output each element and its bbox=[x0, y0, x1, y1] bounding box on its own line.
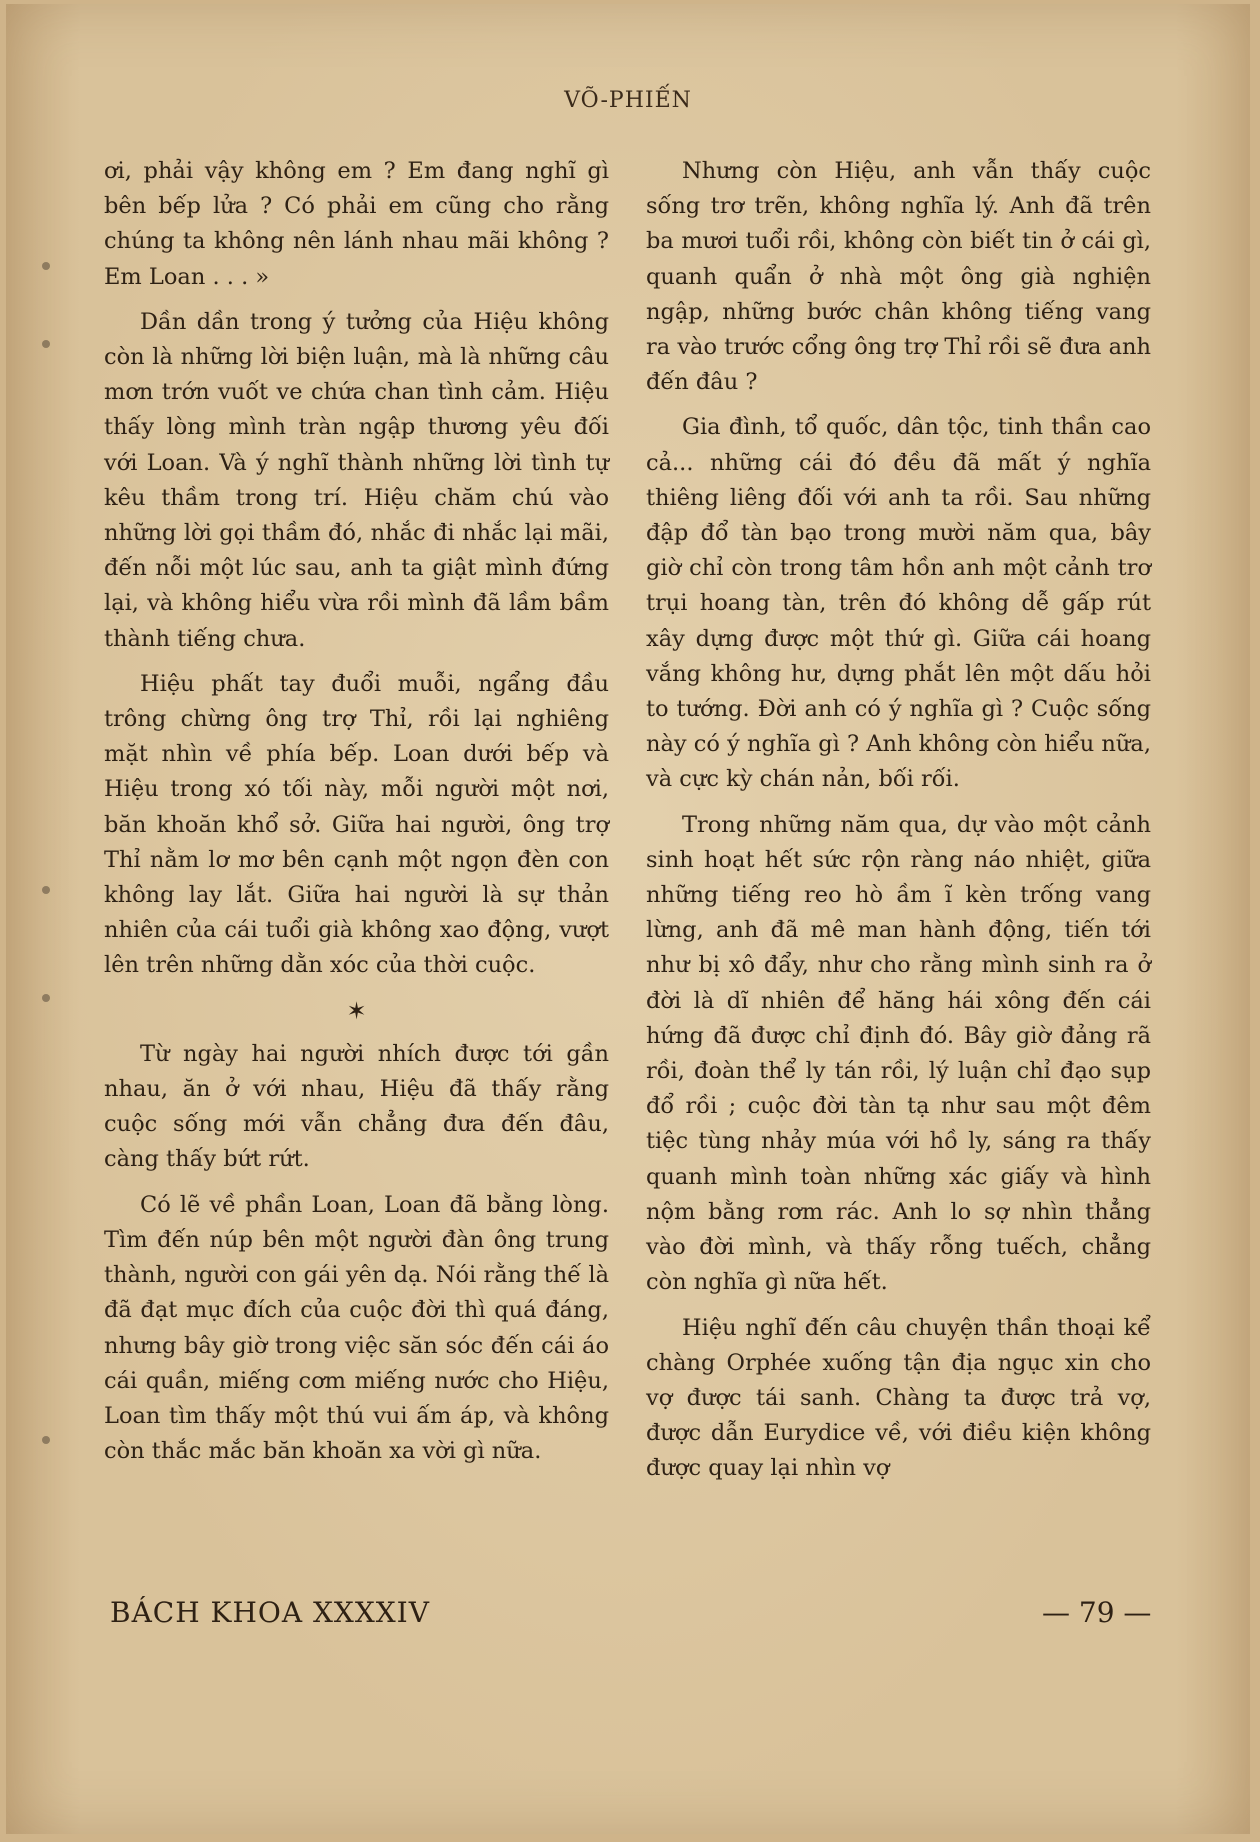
paragraph: Hiệu phất tay đuổi muỗi, ngẩng đầu trông chừng ông trợ Thỉ, rồi lại nghiêng mặt nhìn về phía bếp. Loan dưới bếp và Hiệu trong xó tối này, mỗi người một nơi, băn khoăn khổ sở. Giữa hai người, ông trợ Thỉ nằm lơ mơ bên cạnh một ngọn đèn con không lay lắt. Giữa hai người là sự thản nhiên của cái tuổi già không xao động, vượt lên trên những dằn xóc của thời cuộc. bbox=[104, 670, 609, 979]
paragraph: Dần dần trong ý tưởng của Hiệu không còn là những lời biện luận, mà là những câu mơn trớn vuốt ve chứa chan tình cảm. Hiệu thấy lòng mình tràn ngập thương yêu đối với Loan. Và ý nghĩ thành những lời tình tự kêu thầm trong trí. Hiệu chăm chú vào những lời gọi thầm đó, nhắc đi nhắc lại mãi, đến nỗi một lúc sau, anh ta giật mình đứng lại, và không hiểu vừa rồi mình đã lầm bầm thành tiếng chưa. bbox=[104, 308, 609, 652]
left-column bbox=[104, 154, 609, 1479]
binding-hole bbox=[42, 886, 50, 894]
paragraph: Có lẽ về phần Loan, Loan đã bằng lòng. Tìm đến núp bên một người đàn ông trung thành, người con gái yên dạ. Nói rằng thế là đã đạt mục đích của cuộc đời thì quá đáng, nhưng bây giờ trong việc săn sóc đến cái áo cái quần, miếng cơm miếng nước cho Hiệu, Loan tìm thấy một thú vui ấm áp, và không còn thắc mắc băn khoăn xa vời gì nữa. bbox=[104, 1191, 609, 1465]
binding-hole bbox=[42, 262, 50, 270]
paragraph: ơi, phải vậy không em ? Em đang nghĩ gì bên bếp lửa ? Có phải em cũng cho rằng chúng ta không nên lánh nhau mãi không ? Em Loan . . . » bbox=[104, 158, 609, 290]
binding-hole bbox=[42, 994, 50, 1002]
paragraph: Từ ngày hai người nhích được tới gần nhau, ăn ở với nhau, Hiệu đã thấy rằng cuộc sống mới vẫn chẳng đưa đến đâu, càng thấy bứt rứt. bbox=[104, 1040, 609, 1173]
binding-hole bbox=[42, 1436, 50, 1444]
paragraph: Trong những năm qua, dự vào một cảnh sinh hoạt hết sức rộn ràng náo nhiệt, giữa những tiếng reo hò ầm ĩ kèn trống vang lừng, anh đã mê man hành động, tiến tới như bị xô đẩy, như cho rằng mình sinh ra ở đời là dĩ nhiên để hăng hái xông đến cái hứng đã được chỉ định đó. Bây giờ đảng rã rồi, đoàn thể ly tán rồi, lý luận chỉ đạo sụp đổ rồi ; cuộc đời tàn tạ như sau một đêm tiệc tùng nhảy múa với hồ ly, sáng ra thấy quanh mình toàn những xác giấy và hình nộm bằng rơm rác. Anh lo sợ nhìn thẳng vào đời mình, và thấy rỗng tuếch, chẳng còn nghĩa gì nữa hết. bbox=[646, 811, 1151, 1296]
binding-hole bbox=[42, 340, 50, 348]
section-ornament: ✶ bbox=[346, 996, 367, 1025]
paragraph: Nhưng còn Hiệu, anh vẫn thấy cuộc sống trơ trẽn, không nghĩa lý. Anh đã trên ba mươi tuổi rồi, không còn biết tin ở cái gì, quanh quẩn ở nhà một ông già nghiện ngập, những bước chân không tiếng vang ra vào trước cổng ông trợ Thỉ rồi sẽ đưa anh đến đâu ? bbox=[646, 158, 1151, 396]
magazine-page bbox=[6, 4, 1250, 1834]
paragraph: Hiệu nghĩ đến câu chuyện thần thoại kể chàng Orphée xuống tận địa ngục xin cho vợ được tái sanh. Chàng ta được trả vợ, được dẫn Eurydice về, với điều kiện không được quay lại nhìn vợ bbox=[646, 1314, 1151, 1482]
right-column bbox=[646, 154, 1151, 1497]
publication-name: BÁCH KHOA XXXXIV bbox=[110, 1596, 430, 1629]
running-head: VÕ-PHIẾN bbox=[564, 88, 692, 113]
paragraph: Gia đình, tổ quốc, dân tộc, tinh thần cao cả... những cái đó đều đã mất ý nghĩa thiêng liêng đối với anh ta rồi. Sau những đập đổ tàn bạo trong mười năm qua, bây giờ chỉ còn trong tâm hồn anh một cảnh trơ trụi hoang tàn, trên đó không dễ gấp rút xây dựng được một thứ gì. Giữa cái hoang vắng không hư, dựng phắt lên một dấu hỏi to tướng. Đời anh có ý nghĩa gì ? Cuộc sống này có ý nghĩa gì ? Anh không còn hiểu nữa, và cực kỳ chán nản, bối rối. bbox=[646, 414, 1151, 793]
page-number: — 79 — bbox=[1042, 1596, 1152, 1629]
